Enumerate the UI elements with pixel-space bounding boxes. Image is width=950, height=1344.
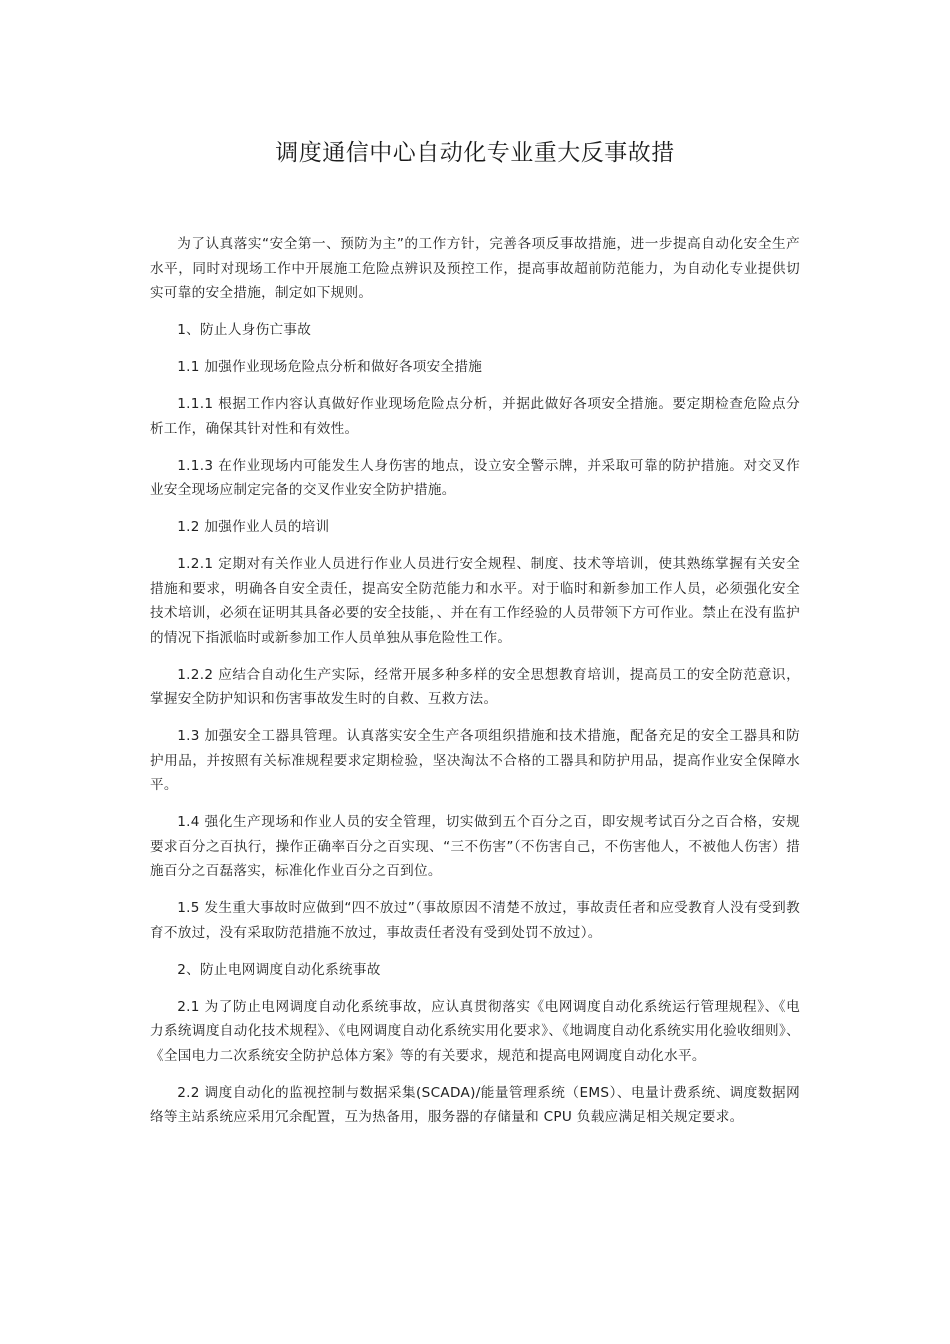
subsection-heading-1-1: 1.1 加强作业现场危险点分析和做好各项安全措施 <box>177 359 483 375</box>
paragraph-intro: 为了认真落实“安全第一、预防为主”的工作方针，完善各项反事故措施，进一步提高自动化安全生产水平，同时对现场工作中开展施工危险点辨识及预控工作，提高事故超前防范能力，为自动化专业提供切实可靠的安全措施，制定如下规则。 <box>150 236 800 301</box>
section-heading-2: 2、防止电网调度自动化系统事故 <box>177 961 381 978</box>
paragraph-1-4: 1.4 强化生产现场和作业人员的安全管理，切实做到五个百分之百，即安规考试百分之百合格，安规要求百分之百执行，操作正确率百分之百实现、“三不伤害”（不伤害自己，不伤害他人，不被他人伤害）措施百分之百磊落实，标准化作业百分之百到位。 <box>150 814 800 879</box>
section-heading-1: 1、防止人身伤亡事故 <box>177 322 312 338</box>
paragraph-2-1: 2.1 为了防止电网调度自动化系统事故，应认真贯彻落实《电网调度自动化系统运行管理规程》、《电力系统调度自动化技术规程》、《电网调度自动化系统实用化要求》、《地调度自动化系统实用化验收细则》、《全国电力二次系统安全防护总体方案》等的有关要求，规范和提高电网调度自动化水平。 <box>150 998 800 1064</box>
subsection-heading-1-2: 1.2 加强作业人员的培训 <box>177 519 330 535</box>
paragraph-1-3: 1.3 加强安全工器具管理。认真落实安全生产各项组织措施和技术措施，配备充足的安全工器具和防护用品，并按照有关标准规程要求定期检验，坚决淘汰不合格的工器具和防护用品，提高作业安全保障水平。 <box>150 728 800 793</box>
paragraph-1-2-2: 1.2.2 应结合自动化生产实际，经常开展多种多样的安全思想教育培训，提高员工的安全防范意识，掌握安全防护知识和伤害事故发生时的自救、互救方法。 <box>150 666 800 707</box>
paragraph-2-2: 2.2 调度自动化的监视控制与数据采集(SCADA)/能量管理系统（EMS）、电量计费系统、调度数据网络等主站系统应采用冗余配置，互为热备用，服务器的存储量和 CPU 负载应满足相关规定要求。 <box>150 1084 800 1125</box>
paragraph-1-1-3: 1.1.3 在作业现场内可能发生人身伤害的地点，设立安全警示牌，并采取可靠的防护措施。对交叉作业安全现场应制定完备的交叉作业安全防护措施。 <box>150 457 800 498</box>
document-body <box>150 232 800 1142</box>
paragraph-1-5: 1.5 发生重大事故时应做到“四不放过”（事故原因不清楚不放过，事故责任者和应受教育人没有受到教育不放过，没有采取防范措施不放过，事故责任者没有受到处罚不放过）。 <box>150 900 800 941</box>
paragraph-1-1-1: 1.1.1 根据工作内容认真做好作业现场危险点分析，并据此做好各项安全措施。要定期检查危险点分析工作，确保其针对性和有效性。 <box>150 396 800 437</box>
document-title: 调度通信中心自动化专业重大反事故措 <box>275 140 675 166</box>
paragraph-1-2-1: 1.2.1 定期对有关作业人员进行作业人员进行安全规程、制度、技术等培训，使其熟练掌握有关安全措施和要求，明确各自安全责任，提高安全防范能力和水平。对于临时和新参加工作人员，必须强化安全技术培训，必须在证明其具备必要的安全技能，、并在有工作经验的人员带领下方可作业。禁止在没有监护的情况下指派临时或新参加工作人员单独从事危险性工作。 <box>150 556 800 646</box>
